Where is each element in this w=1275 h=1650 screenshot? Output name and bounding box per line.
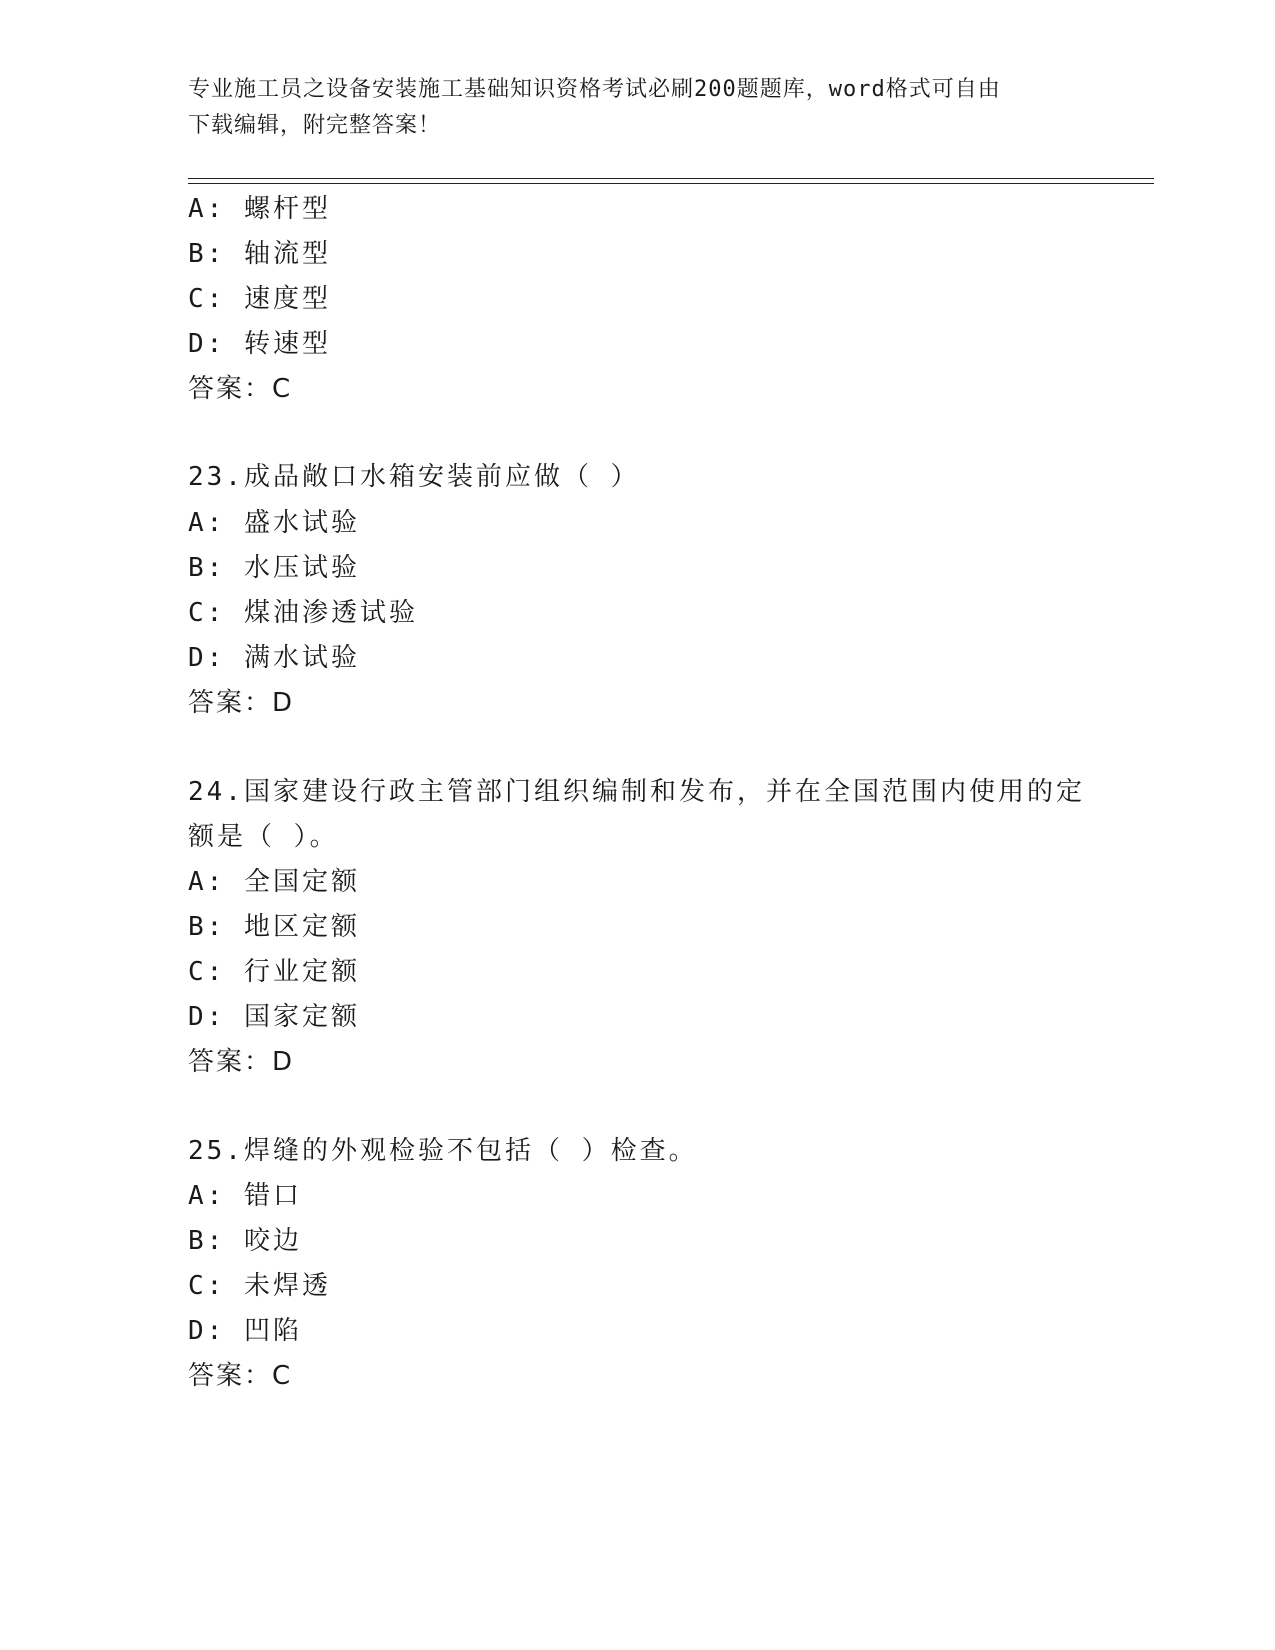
header-title-line-1: 专业施工员之设备安装施工基础知识资格考试必刷200题题库，word格式可自由 <box>188 77 1001 102</box>
q24-option-d: D: 国家定额 <box>188 1002 360 1032</box>
q24-option-a: A: 全国定额 <box>188 867 360 897</box>
q24-question-line-2: 额是（ ）。 <box>188 822 339 852</box>
header-title-line-2: 下载编辑，附完整答案！ <box>188 113 442 138</box>
q23-option-d: D: 满水试验 <box>188 643 360 673</box>
q23-option-c: C: 煤油渗透试验 <box>188 598 418 628</box>
q24-option-c: C: 行业定额 <box>188 957 360 987</box>
q23-option-b: B: 水压试验 <box>188 553 360 583</box>
q25-answer: 答案：C <box>188 1361 293 1391</box>
q25-option-b: B: 咬边 <box>188 1226 302 1256</box>
q23-option-a: A: 盛水试验 <box>188 508 360 538</box>
q24-question-line-1: 24.国家建设行政主管部门组织编制和发布，并在全国范围内使用的定 <box>188 777 1085 807</box>
q22-option-a: A: 螺杆型 <box>188 194 331 224</box>
q23-answer: 答案：D <box>188 688 295 718</box>
q25-option-d: D: 凹陷 <box>188 1316 302 1346</box>
q25-option-c: C: 未焊透 <box>188 1271 331 1301</box>
q24-answer: 答案：D <box>188 1047 295 1077</box>
q22-option-b: B: 轴流型 <box>188 239 331 269</box>
q22-answer: 答案：C <box>188 374 293 404</box>
q25-option-a: A: 错口 <box>188 1181 302 1211</box>
q22-option-c: C: 速度型 <box>188 284 331 314</box>
document-header <box>188 72 1088 144</box>
q23-question: 23.成品敞口水箱安装前应做（ ） <box>188 462 640 492</box>
header-rule-top <box>188 178 1154 179</box>
q25-question: 25.焊缝的外观检验不包括（ ）检查。 <box>188 1136 698 1166</box>
header-rule-bottom <box>188 183 1154 184</box>
q22-option-d: D: 转速型 <box>188 329 331 359</box>
q24-option-b: B: 地区定额 <box>188 912 360 942</box>
